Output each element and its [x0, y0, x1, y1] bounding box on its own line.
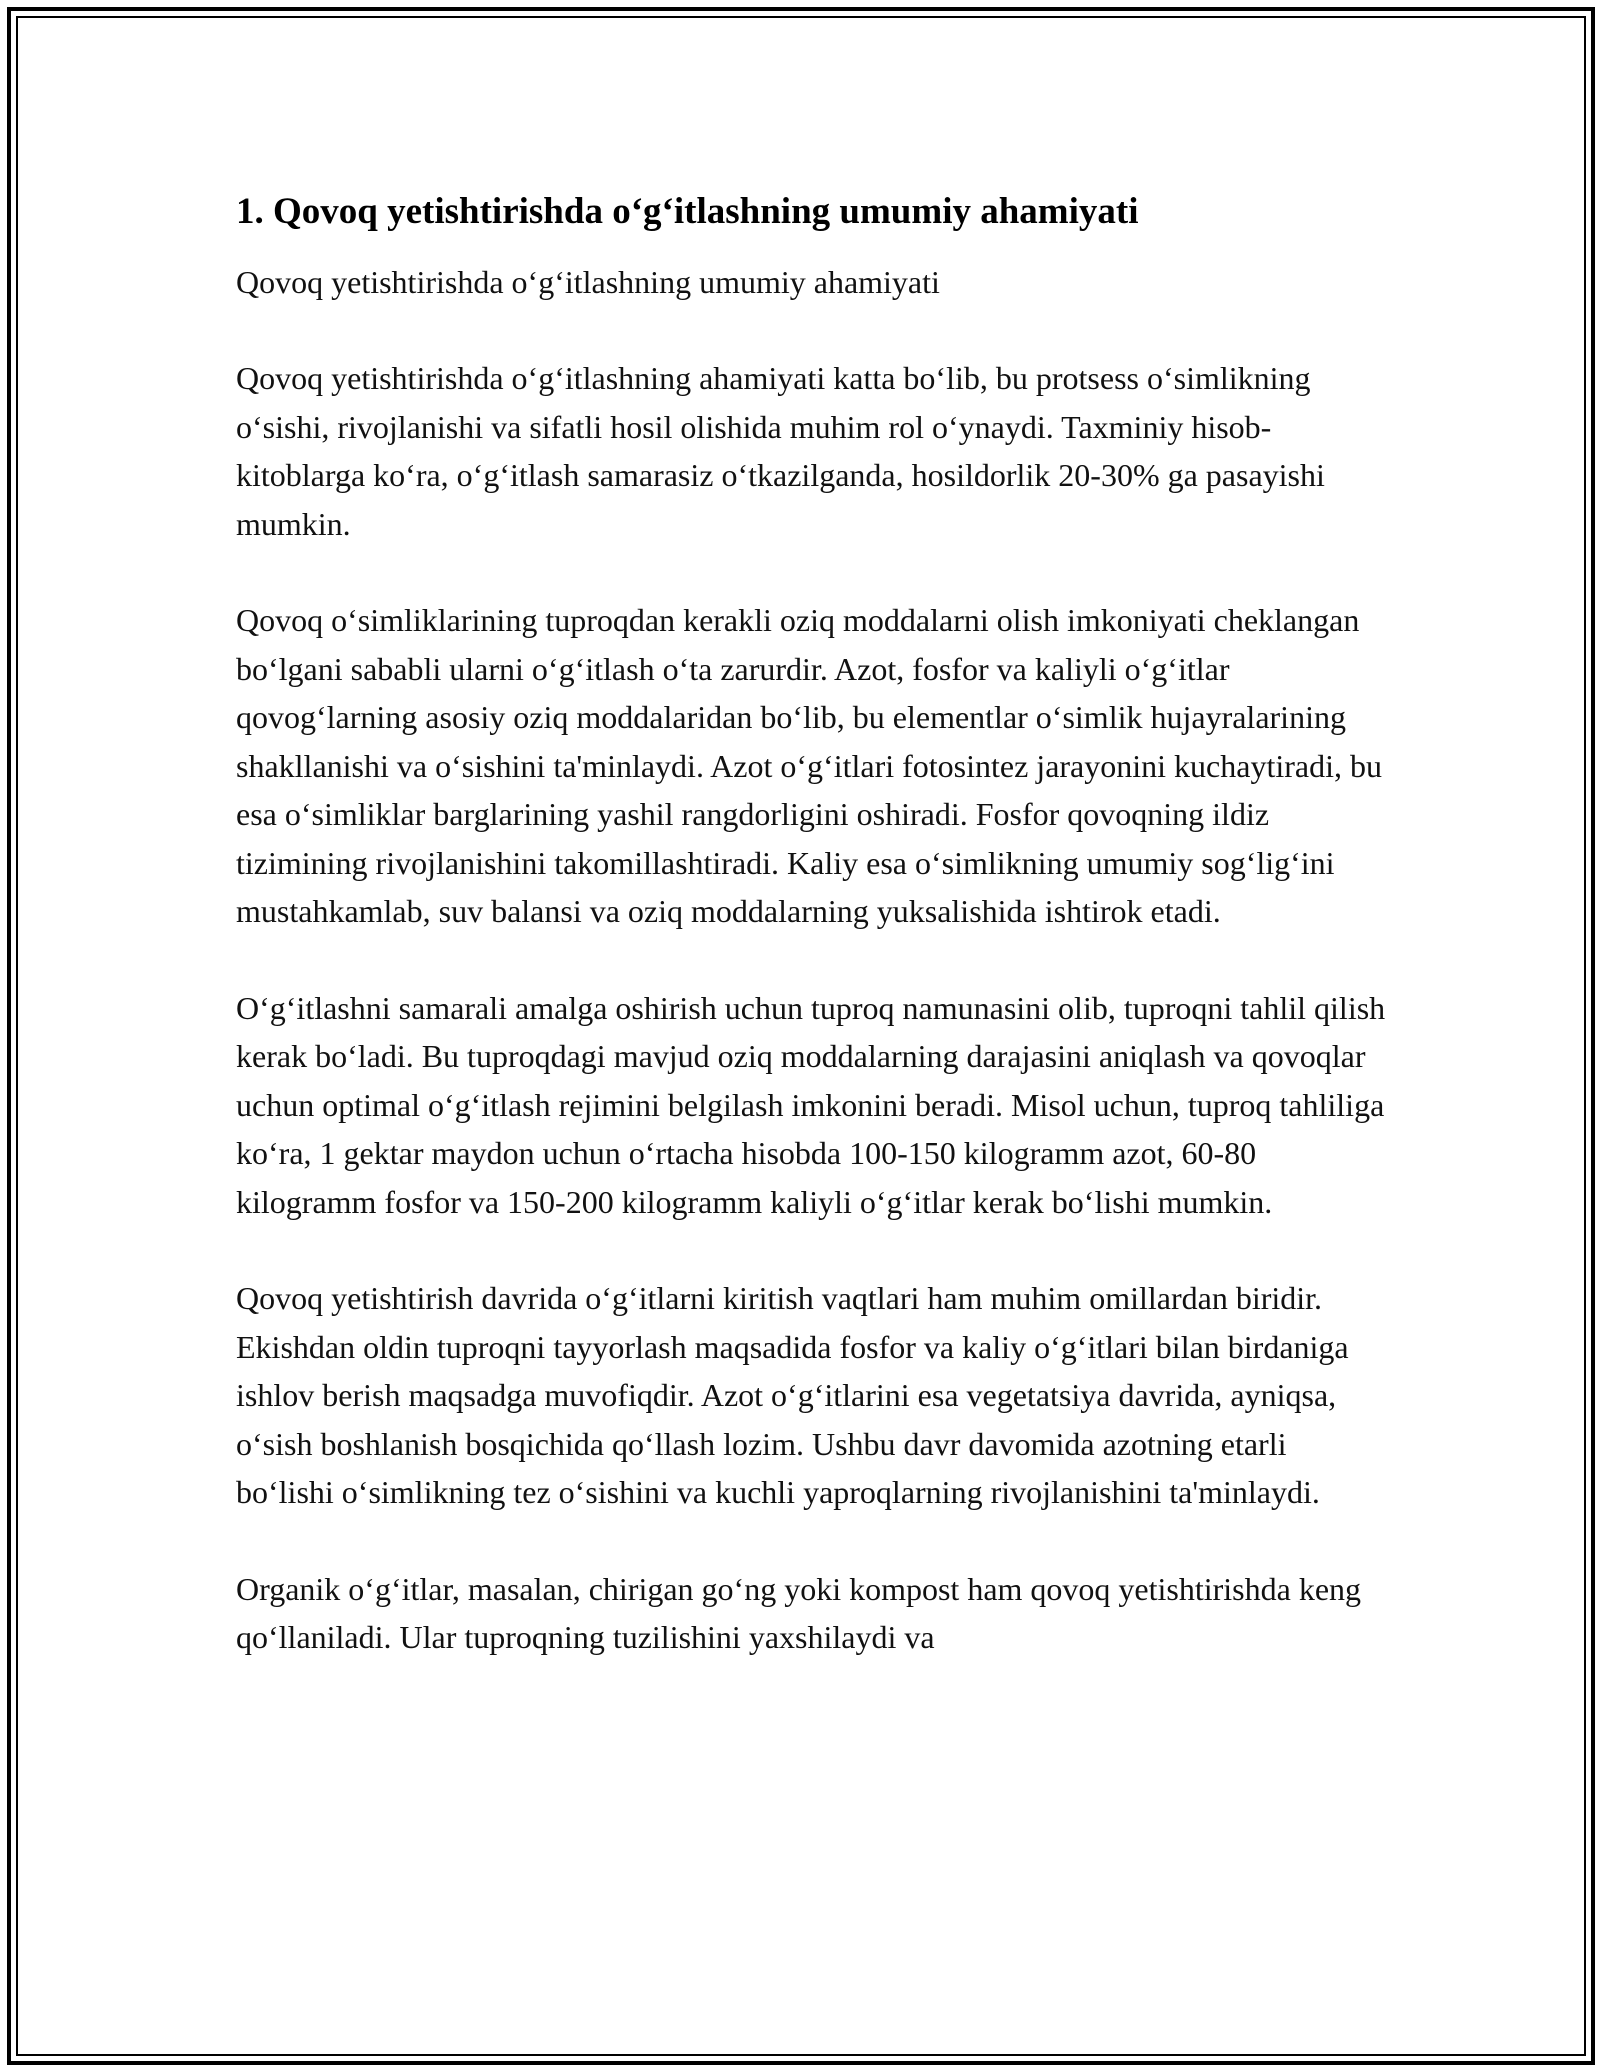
- paragraph-3: Oʻgʻitlashni samarali amalga oshirish uchun tuproq namunasini olib, tuproqni tahlil qilish kerak boʻladi. Bu tuproqdagi mavjud oziq moddalarning darajasini aniqlash va qovoqlar uchun optimal oʻgʻitlash rejimini belgilash imkonini beradi. Misol uchun, tuproq tahliliga koʻra, 1 gektar maydon uchun oʻrtacha hisobda 100-150 kilogramm azot, 60-80 kilogramm fosfor va 150-200 kilogramm kaliyli oʻgʻitlar kerak boʻlishi mumkin.: [236, 989, 1386, 1220]
- section-heading: 1. Qovoq yetishtirishda oʻgʻitlashning umumiy ahamiyati: [236, 191, 1139, 232]
- section-subheading: Qovoq yetishtirishda oʻgʻitlashning umumiy ahamiyati: [236, 264, 940, 300]
- document-body: [236, 186, 1386, 1710]
- paragraph-5: Organik oʻgʻitlar, masalan, chirigan goʻng yoki kompost ham qovoq yetishtirishda keng qoʻllaniladi. Ular tuproqning tuzilishini yaxshilaydi va: [236, 1570, 1362, 1655]
- paragraph-2: Qovoq oʻsimliklarining tuproqdan kerakli oziq moddalarni olish imkoniyati cheklangan boʻlgani sababli ularni oʻgʻitlash oʻta zarurdir. Azot, fosfor va kaliyli oʻgʻitlar qovogʻlarning asosiy oziq moddalaridan boʻlib, bu elementlar oʻsimlik hujayralarining shakllanishi va oʻsishini ta'minlaydi. Azot oʻgʻitlari fotosintez jarayonini kuchaytiradi, bu esa oʻsimliklar barglarining yashil rangdorligini oshiradi. Fosfor qovoqning ildiz tizimining rivojlanishini takomillashtiradi. Kaliy esa oʻsimlikning umumiy sogʻligʻini mustahkamlab, suv balansi va oziq moddalarning yuksalishida ishtirok etadi.: [236, 602, 1382, 929]
- paragraph-4: Qovoq yetishtirish davrida oʻgʻitlarni kiritish vaqtlari ham muhim omillardan biridir. Ekishdan oldin tuproqni tayyorlash maqsadida fosfor va kaliy oʻgʻitlari bilan birdaniga ishlov berish maqsadga muvofiqdir. Azot oʻgʻitlarini esa vegetatsiya davrida, ayniqsa, oʻsish boshlanish bosqichida qoʻllash lozim. Ushbu davr davomida azotning etarli boʻlishi oʻsimlikning tez oʻsishini va kuchli yaproqlarning rivojlanishini ta'minlaydi.: [236, 1280, 1349, 1510]
- paragraph-1: Qovoq yetishtirishda oʻgʻitlashning ahamiyati katta boʻlib, bu protsess oʻsimlikning oʻsishi, rivojlanishi va sifatli hosil olishida muhim rol oʻynaydi. Taxminiy hisob-kitoblarga koʻra, oʻgʻitlash samarasiz oʻtkazilganda, hosildorlik 20-30% ga pasayishi mumkin.: [236, 360, 1325, 542]
